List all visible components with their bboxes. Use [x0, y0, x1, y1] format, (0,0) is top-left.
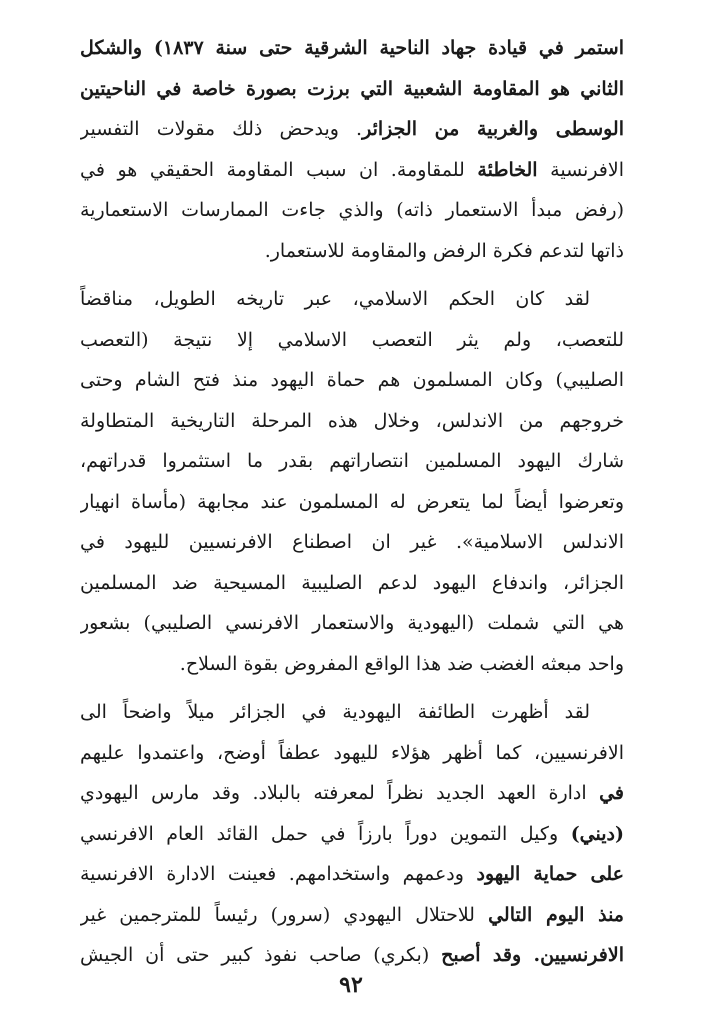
body-text: لقد كان الحكم الاسلامي، عبر تاريخه الطويل، مناقضاً — [80, 288, 590, 310]
text-line — [80, 28, 624, 69]
text-line — [80, 231, 624, 272]
text-line — [80, 522, 624, 563]
body-text: الجزائر، واندفاع اليهود لدعم الصليبية المسيحية ضد المسلمين — [80, 571, 624, 594]
text-line — [80, 692, 624, 733]
body-text: لقد أظهرت الطائفة اليهودية في الجزائر ميلاً واضحاً الى — [80, 701, 590, 723]
text-line — [80, 360, 624, 401]
paragraph-2 — [80, 279, 624, 684]
text-line — [80, 320, 624, 361]
bold-text: الثاني هو المقاومة الشعبية التي برزت بصورة خاصة في الناحيتين — [80, 77, 624, 100]
text-line — [80, 441, 624, 482]
body-text: وكيل التموين دوراً بارزاً في حمل القائد العام الافرنسي — [80, 822, 571, 845]
body-text: (رفض مبدأ الاستعمار ذاته) والذي جاءت الممارسات الاستعمارية — [80, 199, 624, 221]
page-number: ٩٢ — [339, 972, 363, 998]
text-line — [80, 563, 624, 604]
bold-text: الافرنسيين. وقد أصبح — [441, 944, 624, 966]
text-line — [80, 150, 624, 191]
body-text: الافرنسية — [537, 158, 624, 181]
text-line — [80, 733, 624, 774]
body-text: للتعصب، ولم يثر التعصب الاسلامي إلا نتيجة (التعصب — [80, 328, 624, 351]
text-line — [80, 190, 624, 231]
text-line — [80, 482, 624, 523]
text-line — [80, 69, 624, 110]
bold-text: الوسطى والغربية من الجزائر — [362, 118, 624, 140]
body-text: واحد مبعثه الغضب ضد هذا الواقع المفروض بقوة السلاح. — [179, 652, 624, 675]
bold-text: في — [599, 782, 624, 804]
body-text: هي التي شملت (اليهودية والاستعمار الافرنسي الصليبي) بشعور — [80, 612, 624, 634]
bold-text: منذ اليوم التالي — [488, 903, 624, 926]
text-line — [80, 854, 624, 895]
body-text: ذاتها لتدعم فكرة الرفض والمقاومة للاستعمار. — [264, 239, 624, 262]
text-line — [80, 644, 624, 685]
body-text: ودعمهم واستخدامهم. فعينت الادارة الافرنسية — [80, 863, 477, 885]
paragraph-1 — [80, 28, 624, 271]
bold-text: الخاطئة — [477, 158, 538, 181]
body-text: الصليبي) وكان المسلمون هم حماة اليهود منذ فتح الشام وحتى — [80, 369, 624, 391]
body-text: وتعرضوا أيضاً لما يتعرض له المسلمون عند مجابهة (مأساة انهيار — [80, 490, 624, 513]
text-line — [80, 401, 624, 442]
bold-text: استمر في قيادة جهاد الناحية الشرقية حتى سنة ١٨٣٧) والشكل — [80, 37, 624, 59]
body-text: ادارة العهد الجديد نظراً لمعرفته بالبلاد. وقد مارس اليهودي — [80, 782, 600, 804]
body-text: الاندلس الاسلامية». غير ان اصطناع الافرنسيين لليهود في — [80, 531, 624, 553]
body-text: الافرنسيين، كما أظهر هؤلاء لليهود عطفاً أوضح، واعتمدوا عليهم — [80, 741, 624, 764]
bold-text: (ديني) — [570, 822, 624, 845]
text-line — [80, 935, 624, 976]
paragraph-gap — [80, 684, 624, 692]
paragraph-gap — [80, 271, 624, 279]
text-line — [80, 603, 624, 644]
paragraph-3 — [80, 692, 624, 976]
body-text: للمقاومة. ان سبب المقاومة الحقيقي هو في — [80, 158, 478, 181]
body-text: خروجهم من الاندلس، وخلال هذه المرحلة التاريخية المتطاولة — [80, 409, 624, 432]
body-text: (بكري) صاحب نفوذ كبير حتى أن الجيش — [80, 944, 442, 966]
text-line — [80, 279, 624, 320]
body-text: . ويدحض ذلك مقولات التفسير — [80, 118, 363, 140]
text-line — [80, 814, 624, 855]
bold-text: على حماية اليهود — [476, 863, 624, 885]
body-text: للاحتلال اليهودي (سرور) رئيساً للمترجمين غير — [80, 903, 489, 926]
body-text: شارك اليهود المسلمين انتصاراتهم بقدر ما استثمروا قدراتهم، — [80, 450, 624, 472]
text-line — [80, 773, 624, 814]
text-line — [80, 109, 624, 150]
text-line — [80, 895, 624, 936]
